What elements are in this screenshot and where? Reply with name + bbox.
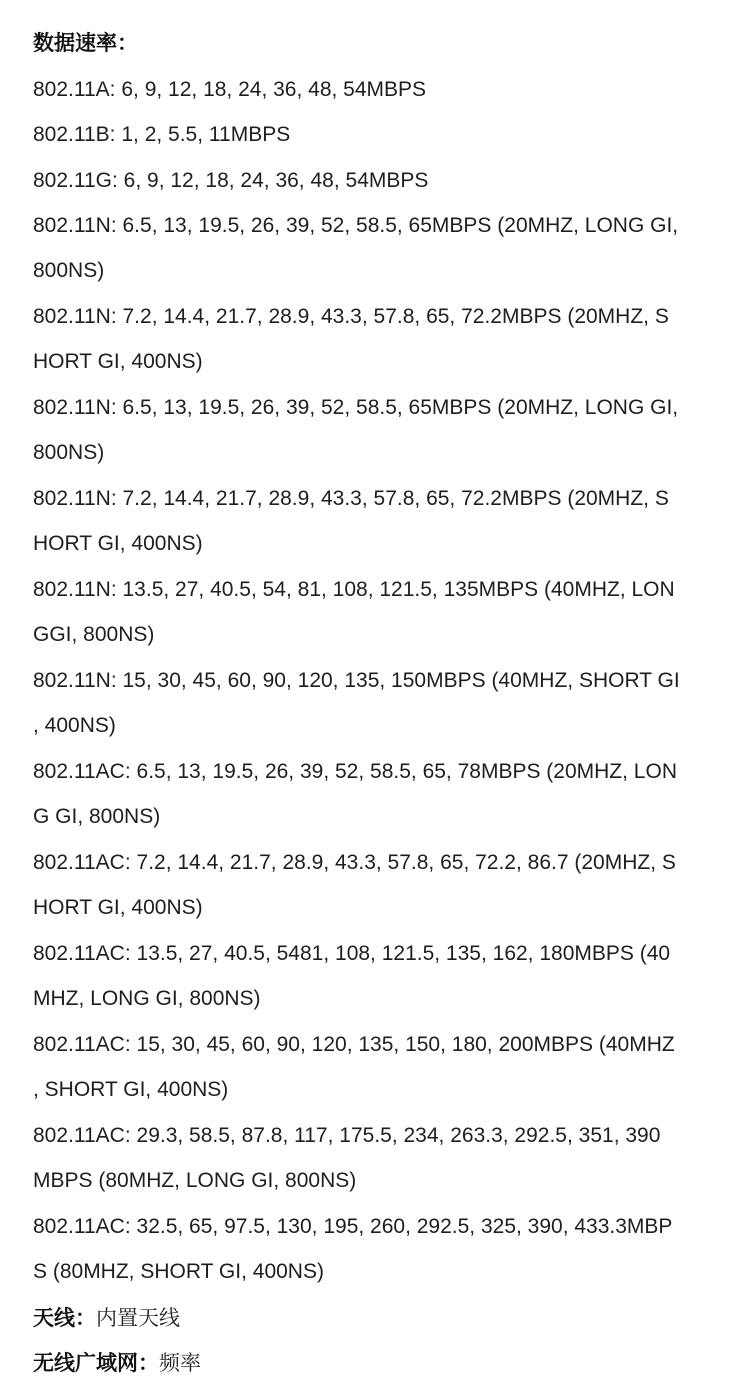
rate-line: 802.11AC: 6.5, 13, 19.5, 26, 39, 52, 58.5, 65, 78MBPS (20MHZ, LON — [33, 760, 677, 783]
wwan-value: 频率 — [159, 1352, 201, 1375]
rate-line: 802.11G: 6, 9, 12, 18, 24, 36, 48, 54MBPS — [33, 169, 429, 192]
rate-line: 802.11N: 15, 30, 45, 60, 90, 120, 135, 150MBPS (40MHZ, SHORT GI — [33, 669, 680, 692]
data-rate-heading: 数据速率： — [33, 32, 138, 55]
rate-line: 800NS) — [33, 441, 105, 464]
rate-line: GGI, 800NS) — [33, 623, 155, 646]
rate-line: MBPS (80MHZ, LONG GI, 800NS) — [33, 1169, 357, 1192]
rate-line: 802.11A: 6, 9, 12, 18, 24, 36, 48, 54MBPS — [33, 78, 427, 101]
rate-line: 802.11AC: 15, 30, 45, 60, 90, 120, 135, 150, 180, 200MBPS (40MHZ — [33, 1033, 675, 1056]
rate-line: 802.11N: 7.2, 14.4, 21.7, 28.9, 43.3, 57.8, 65, 72.2MBPS (20MHZ, S — [33, 305, 669, 328]
rate-line: G GI, 800NS) — [33, 805, 161, 828]
rate-line: HORT GI, 400NS) — [33, 896, 203, 919]
antenna-row — [33, 1304, 726, 1334]
antenna-label: 天线： — [33, 1307, 96, 1330]
wwan-row — [33, 1349, 726, 1379]
rate-line: 802.11N: 6.5, 13, 19.5, 26, 39, 52, 58.5, 65MBPS (20MHZ, LONG GI, — [33, 214, 679, 237]
rate-line: 802.11N: 6.5, 13, 19.5, 26, 39, 52, 58.5, 65MBPS (20MHZ, LONG GI, — [33, 396, 679, 419]
rate-line: HORT GI, 400NS) — [33, 532, 203, 555]
rate-line: 800NS) — [33, 259, 105, 282]
rate-line: 802.11AC: 29.3, 58.5, 87.8, 117, 175.5, 234, 263.3, 292.5, 351, 390 — [33, 1124, 661, 1147]
rate-line: 802.11AC: 32.5, 65, 97.5, 130, 195, 260, 292.5, 325, 390, 433.3MBP — [33, 1215, 673, 1238]
rate-line: 802.11AC: 13.5, 27, 40.5, 5481, 108, 121.5, 135, 162, 180MBPS (40 — [33, 942, 671, 965]
rate-line: S (80MHZ, SHORT GI, 400NS) — [33, 1260, 324, 1283]
rate-line: , SHORT GI, 400NS) — [33, 1078, 229, 1101]
rate-line: HORT GI, 400NS) — [33, 350, 203, 373]
rate-line: 802.11N: 13.5, 27, 40.5, 54, 81, 108, 121.5, 135MBPS (40MHZ, LON — [33, 578, 675, 601]
rate-line: 802.11N: 7.2, 14.4, 21.7, 28.9, 43.3, 57.8, 65, 72.2MBPS (20MHZ, S — [33, 487, 669, 510]
wwan-label: 无线广域网： — [33, 1352, 159, 1375]
antenna-value: 内置天线 — [96, 1307, 180, 1330]
rate-line: , 400NS) — [33, 714, 116, 737]
rate-line: 802.11B: 1, 2, 5.5, 11MBPS — [33, 123, 291, 146]
rate-line: MHZ, LONG GI, 800NS) — [33, 987, 261, 1010]
rate-line: 802.11AC: 7.2, 14.4, 21.7, 28.9, 43.3, 57.8, 65, 72.2, 86.7 (20MHZ, S — [33, 851, 676, 874]
